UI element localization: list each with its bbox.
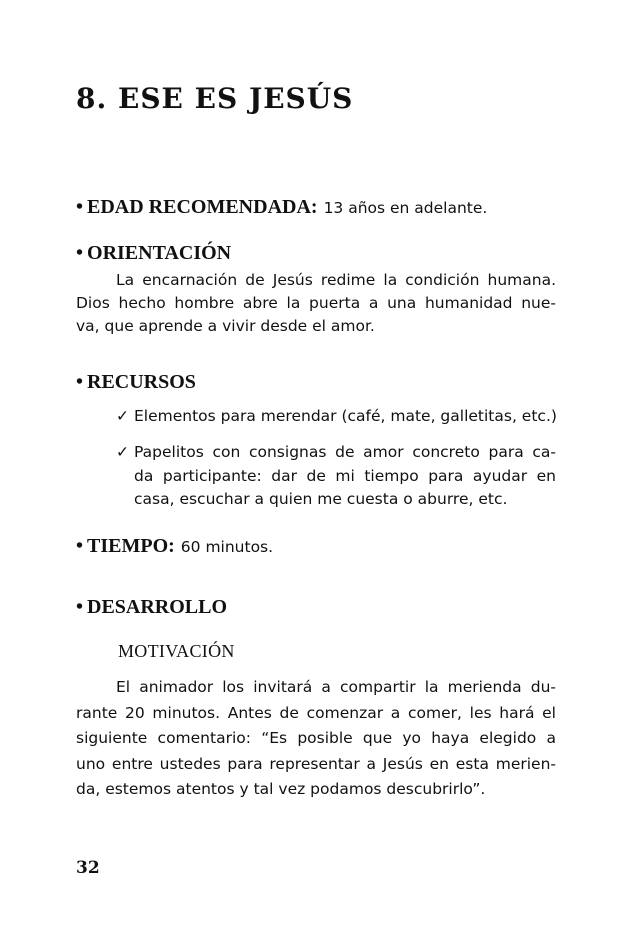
paragraph-line: uno entre ustedes para representar a Jesús en esta merien- bbox=[76, 754, 556, 773]
item-line: Elementos para merendar (café, mate, galletitas, etc.) bbox=[134, 407, 557, 425]
tiempo-label: TIEMPO: bbox=[87, 535, 175, 557]
edad-value: 13 años en adelante. bbox=[323, 199, 488, 217]
desarrollo-label: DESARROLLO bbox=[87, 596, 228, 618]
paragraph-line: El animador los invitará a compartir la merienda du- bbox=[116, 678, 556, 696]
tiempo-heading bbox=[76, 535, 273, 558]
bullet: • bbox=[76, 196, 84, 218]
paragraph-line: da, estemos atentos y tal vez podamos descubrirlo”. bbox=[76, 780, 486, 798]
recursos-item-text bbox=[134, 441, 556, 512]
recursos-item-text bbox=[134, 405, 556, 429]
item-line: casa, escuchar a quien me cuesta o aburre, etc. bbox=[134, 490, 508, 508]
page-number: 32 bbox=[76, 858, 100, 878]
motivacion-subheading: MOTIVACIÓN bbox=[118, 641, 235, 661]
bullet: • bbox=[76, 371, 84, 393]
checkmark-icon: ✓ bbox=[116, 407, 129, 425]
edad-label: EDAD RECOMENDADA: bbox=[87, 196, 318, 218]
bullet: • bbox=[76, 596, 84, 618]
checkmark-icon: ✓ bbox=[116, 443, 129, 461]
item-line: Papelitos con consignas de amor concreto para ca- bbox=[134, 443, 556, 461]
paragraph-line: va, que aprende a vivir desde el amor. bbox=[76, 317, 375, 335]
orientacion-heading bbox=[76, 242, 231, 265]
paragraph-line: Dios hecho hombre abre la puerta a una humanidad nue- bbox=[76, 294, 556, 312]
chapter-title: 8. ESE ES JESÚS bbox=[76, 82, 354, 115]
recursos-label: RECURSOS bbox=[87, 371, 196, 393]
bullet: • bbox=[76, 242, 84, 264]
orientacion-paragraph bbox=[76, 269, 556, 338]
motivacion-paragraph bbox=[76, 675, 556, 803]
edad-heading bbox=[76, 196, 487, 219]
desarrollo-heading bbox=[76, 596, 227, 619]
recursos-heading bbox=[76, 371, 196, 394]
paragraph-line: siguiente comentario: “Es posible que yo haya elegido a bbox=[76, 729, 556, 747]
bullet: • bbox=[76, 535, 84, 557]
paragraph-line: rante 20 minutos. Antes de comenzar a comer, les hará el bbox=[76, 703, 556, 722]
item-line: da participante: dar de mi tiempo para ayudar en bbox=[134, 466, 556, 485]
paragraph-line: La encarnación de Jesús redime la condición humana. bbox=[116, 271, 556, 289]
orientacion-label: ORIENTACIÓN bbox=[87, 242, 232, 264]
tiempo-value: 60 minutos. bbox=[180, 538, 274, 556]
